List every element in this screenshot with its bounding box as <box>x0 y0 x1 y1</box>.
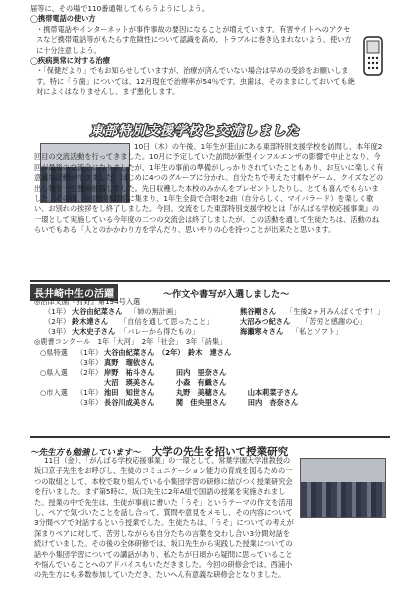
lecture-body: 11日（金）、「がんばる学校応援事業」の一環として、常葉学園大学准教授の坂口京子先生をお呼びし、生徒のコミュニケーション能力の育成を図るための一つの取組として、本校で取り組んでいる小集団学習の研修に結びつく授業研究会を行いました。まず第5時に、坂口先生に2年A組で国語の授業を実施されました。授業の中で先生は、生徒が事前に書いた「うそ」というテーマの作文を活用し、ペアで気づいたことを話し合って、質問や意見をメモし、その内容について3分間ペアで対話するという授業でした。生徒たちは、「うそ」についての考えが深まりペアに対して、苦労しながらも自分たちの言葉を交わし合い3分間対話を続けていました。その後の全体研修では、坂口先生から実践した授業についての話や小集団学習についての講話があり、私たちが日頃から疑問に思っていることや悩んでいることへのアドバイスもいただきました。今回の研修会では、西浦小の先生方にも多数参加していただき、たいへん有意義な研修会となりました。 <box>34 456 294 580</box>
shosha-line: ◎鹿書コンクール 1年「大河」 2年「社会」 3年「詩集」 <box>34 337 227 347</box>
top-section <box>30 4 355 98</box>
illness-heading: ◯疾病異常に対する治療 <box>30 56 110 66</box>
exchange-body: 10日（木）の午後、1年生が韮山にある東部特別支援学校を訪問し、本年度2回目の交流活動を行ってきました。10月に予定していた訪問が新型インフルエンザの影響で中止となり、今回が最後の交流会になりましたが、1年生の事前の準備がしっかりされていたこともあり、お互いに楽しく有意義な活動ができました。はじめに4つのグループに分かれ、自分たちで考えた寸劇やゲーム、クイズなどの出し物を一生懸命披露しました。先日収穫した本校のみかんをプレゼントしたりし、とても喜んでもらいました。その後、全員が体育館に集まり、1年生全員で合唱を2曲（自分らしく、マイバラード）を楽しく歌い、お別れの挨拶をし終了しました。今回、交流をした東部特別支援学校とは『がんばる学校応援事業』の一環として実施している今年度の二つの交流会は終了しましたが、この活動を通して生徒たちは、活動のねらいでもある「人とのかかわり方を学んだり、思いやりの心を持つことが出来たと思います。 <box>34 142 384 235</box>
list-item: （3年） 長谷川成美さん 関 佳央里さん 田内 杏奈さん <box>76 397 299 407</box>
nagaizaki-body <box>34 297 394 408</box>
bunen-list <box>34 307 394 337</box>
list-item: （3年） 大木史子さん 「バレーから得たもの」 海瀬寒々さん 「私とソフト」 <box>44 327 343 337</box>
exchange-title: 東部特別支援学校と交流しました <box>90 124 301 139</box>
list-item: ○市入選 （1年） 池田 知世さん 丸野 美穂さん 山本莉菜子さん <box>40 387 299 397</box>
mobile-phone-icon <box>362 36 384 76</box>
nagaizaki-subtitle: ～作文や書写が入選しました～ <box>163 290 290 300</box>
list-item: ○県特選 （1年） 大谷由紀菜さん （2年） 鈴木 達さん <box>40 347 232 357</box>
list-item: （3年） 真野 瑠依さん <box>76 357 155 367</box>
lecture-photo <box>300 458 386 518</box>
lecture-title: 大学の先生を招いて授業研究 <box>151 446 289 458</box>
award-list <box>34 348 394 408</box>
bunen-line: ◎沼津文園『狩野』第194号入選 <box>34 297 141 306</box>
list-item: （2年） 鈴木達さん 「自信を通して思ったこと」 大沼みつ紀さん 「苦労と感謝の心」 <box>44 317 367 327</box>
intro-line: 届等に、その場で110番通報してもらうようにしよう。 <box>30 4 210 13</box>
phone-heading: ◯携帯電話の使い方 <box>30 14 96 24</box>
nagaizaki-title: 長井崎中生の活躍 <box>30 284 118 301</box>
list-item: （1年） 大谷由紀菜さん 「姉の無計画」 熊谷剛さん 「生後2ヶ月みんばくです！」 <box>44 307 385 317</box>
phone-body: ・携帯電話やインターネットが事件事故の要因になることが増えています。有害サイトへのアクセスなど携帯電話等がもたらす危険性について認識を高め、トラブルに巻き込まれないよう、使い方に十分注意しよう。 <box>36 24 352 55</box>
list-item: ○県入選 （2年） 岸野 祐斗さん 田内 里奈さん <box>40 367 227 377</box>
list-item: 大沼 瑛美さん 小森 有織さん <box>104 377 227 387</box>
lecture-kicker: ～先生方も勉強しています～ <box>30 448 141 458</box>
illness-body: ・「保健だより」でもお知らせしていますが、治療が済んでいない場合は早めの受診をお願いします。特に「う歯」については、12月現在で治療率が54％です。虫歯は、そのままにしておいても絶対によくはなりませんし、まず悪化します。 <box>36 66 355 97</box>
